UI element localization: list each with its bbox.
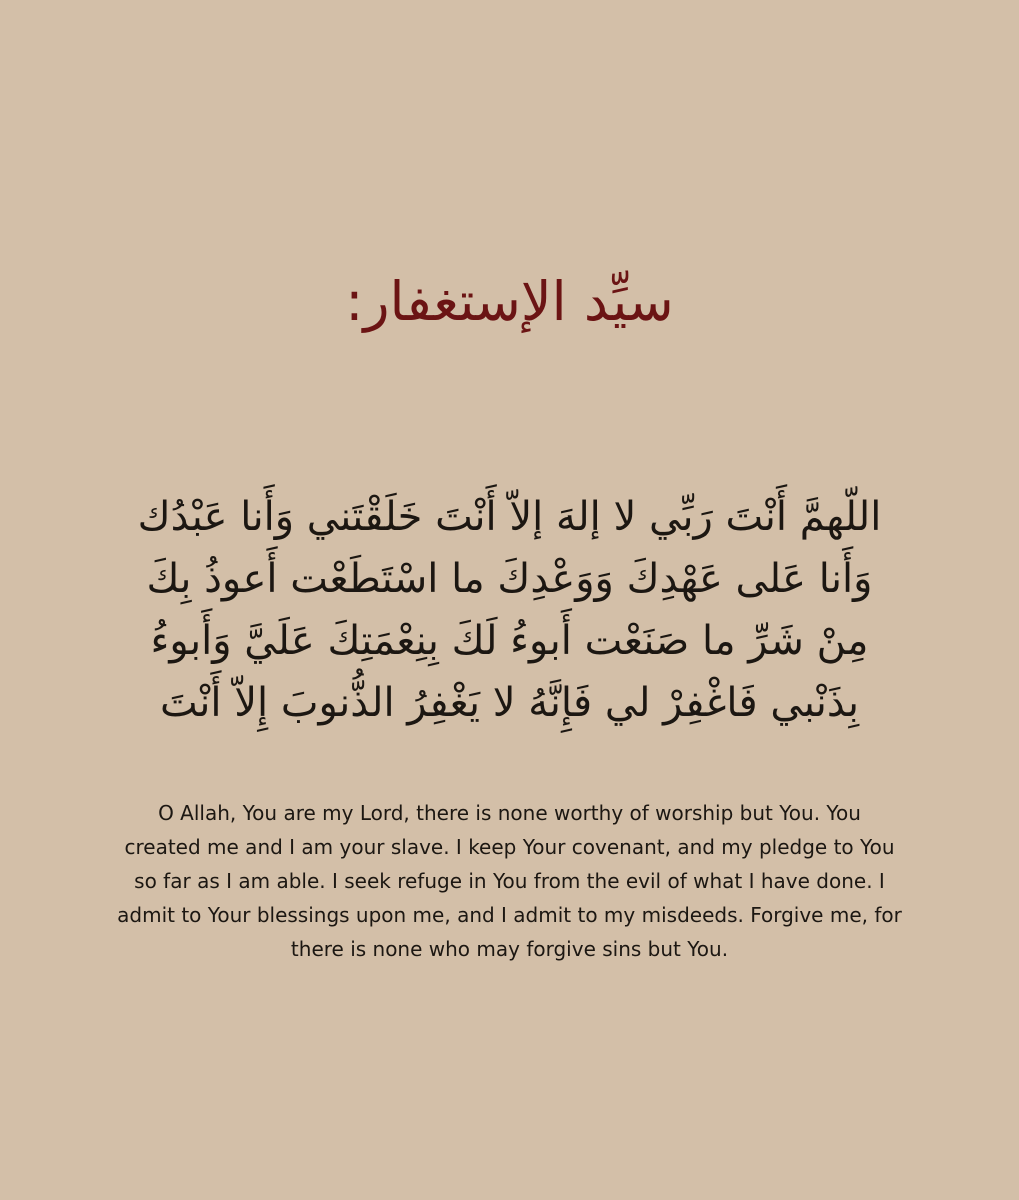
english-line-2: created me and I am your slave. I keep Your covenant, and my pledge to You — [124, 835, 895, 859]
arabic-line-3: مِنْ شَرِّ ما صَنَعْت أَبوءُ لَكَ بِنِعْمَتِكَ عَلَيَّ وَأَبوءُ — [150, 618, 869, 664]
page-title: سيِّد الإستغفار: — [345, 270, 674, 333]
english-line-4: admit to Your blessings upon me, and I admit to my misdeeds. Forgive me, for — [117, 903, 902, 927]
arabic-dua-text — [20, 486, 999, 734]
arabic-line-4: بِذَنْبي فَاغْفِرْ لي فَإِنَّهُ لا يَغْفِرُ الذُّنوبَ إِلاّ أَنْتَ — [159, 680, 860, 726]
english-translation — [90, 796, 929, 966]
english-line-1: O Allah, You are my Lord, there is none worthy of worship but You. You — [158, 801, 861, 825]
arabic-line-2: وَأَنا عَلى عَهْدِكَ وَوَعْدِكَ ما اسْتَطَعْت أَعوذُ بِكَ — [146, 556, 873, 602]
arabic-line-1: اللّهمَّ أَنْتَ رَبِّي لا إلهَ إلاّ أَنْتَ خَلَقْتَني وَأَنا عَبْدُك — [137, 494, 882, 540]
english-line-5: there is none who may forgive sins but You. — [290, 937, 729, 961]
english-line-3: so far as I am able. I seek refuge in You from the evil of what I have done. I — [134, 869, 885, 893]
